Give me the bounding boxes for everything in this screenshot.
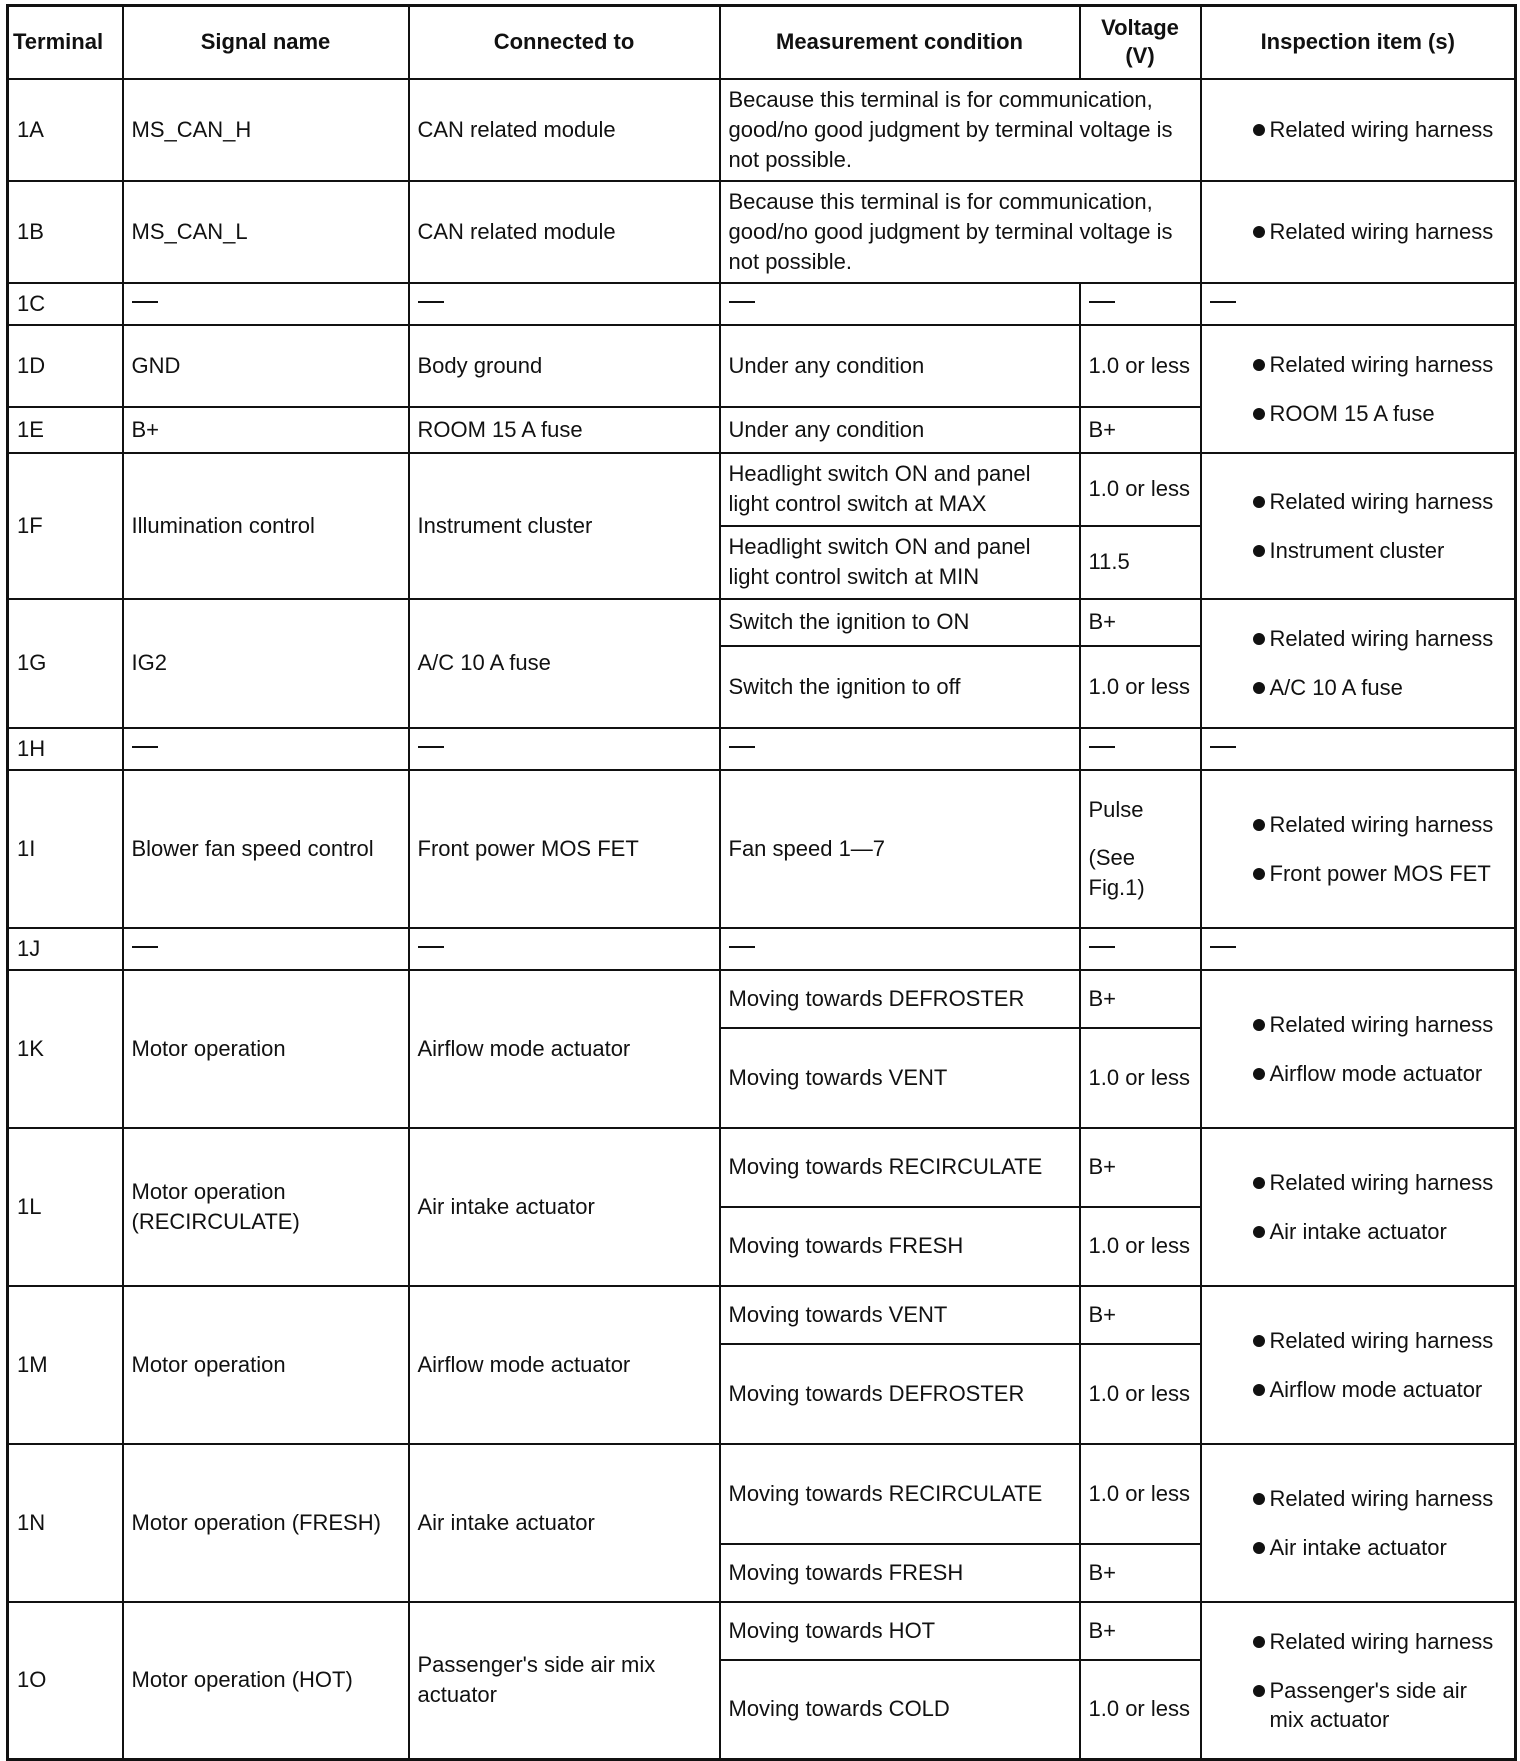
- empty-dash: [1089, 301, 1115, 303]
- terminal-cell: 1I: [8, 770, 123, 928]
- signal-cell: Motor operation (FRESH): [123, 1444, 409, 1602]
- condition-cell: Moving towards VENT: [720, 1286, 1080, 1344]
- condition-cell: Fan speed 1—7: [720, 770, 1080, 928]
- table-row: [8, 599, 1516, 646]
- header-row: [8, 6, 1516, 79]
- condition-cell: Switch the ignition to ON: [720, 599, 1080, 646]
- dash-cell: [1201, 283, 1516, 325]
- connected-cell: Air intake actuator: [409, 1444, 720, 1602]
- terminal-voltage-table: [6, 4, 1517, 1761]
- inspection-item: Related wiring harness: [1210, 624, 1507, 653]
- voltage-cell: B+: [1080, 1602, 1201, 1660]
- inspection-cell: [1201, 970, 1516, 1128]
- signal-cell: Motor operation: [123, 970, 409, 1128]
- dash-cell: [123, 928, 409, 970]
- signal-cell: Illumination control: [123, 453, 409, 599]
- inspection-item: Related wiring harness: [1210, 115, 1507, 144]
- connected-cell: Passenger's side air mix actuator: [409, 1602, 720, 1760]
- empty-dash: [729, 946, 755, 948]
- header-measurement-condition: Measurement condition: [720, 6, 1080, 79]
- dash-cell: [1080, 928, 1201, 970]
- condition-cell: Moving towards VENT: [720, 1028, 1080, 1128]
- dash-cell: [409, 283, 720, 325]
- inspection-item: A/C 10 A fuse: [1210, 673, 1507, 702]
- inspection-item: Related wiring harness: [1210, 810, 1507, 839]
- empty-dash: [1210, 946, 1236, 948]
- table-row: [8, 325, 1516, 407]
- dash-cell: [409, 728, 720, 770]
- voltage-cell: 1.0 or less: [1080, 453, 1201, 526]
- signal-cell: IG2: [123, 599, 409, 728]
- voltage-cell: B+: [1080, 599, 1201, 646]
- table-row: [8, 970, 1516, 1028]
- voltage-figure-ref: (See Fig.1): [1088, 844, 1145, 900]
- condition-cell: Headlight switch ON and panel light control switch at MIN: [720, 526, 1080, 599]
- condition-cell: Under any condition: [720, 325, 1080, 407]
- inspection-item: Instrument cluster: [1210, 536, 1507, 565]
- voltage-cell: 1.0 or less: [1080, 1660, 1201, 1760]
- condition-cell: Because this terminal is for communication, good/no good judgment by terminal voltage is not possible.: [720, 79, 1201, 181]
- connected-cell: A/C 10 A fuse: [409, 599, 720, 728]
- empty-dash: [418, 746, 444, 748]
- connected-cell: Instrument cluster: [409, 453, 720, 599]
- signal-cell: Blower fan speed control: [123, 770, 409, 928]
- signal-cell: Motor operation: [123, 1286, 409, 1444]
- inspection-cell: [1201, 599, 1516, 728]
- dash-cell: [123, 728, 409, 770]
- inspection-item: Related wiring harness: [1210, 217, 1507, 246]
- condition-cell: Moving towards DEFROSTER: [720, 1344, 1080, 1444]
- terminal-cell: 1N: [8, 1444, 123, 1602]
- header-terminal: Terminal: [8, 6, 123, 79]
- condition-cell: Switch the ignition to off: [720, 646, 1080, 728]
- header-voltage: Voltage (V): [1080, 6, 1201, 79]
- inspection-cell: [1201, 453, 1516, 599]
- connected-cell: Air intake actuator: [409, 1128, 720, 1286]
- empty-dash: [1210, 301, 1236, 303]
- table-row: [8, 728, 1516, 770]
- condition-cell: Moving towards RECIRCULATE: [720, 1444, 1080, 1544]
- dash-cell: [123, 283, 409, 325]
- empty-dash: [1089, 746, 1115, 748]
- voltage-cell: 1.0 or less: [1080, 325, 1201, 407]
- table-row: [8, 181, 1516, 283]
- terminal-table: [6, 4, 1517, 1761]
- inspection-item: Related wiring harness: [1210, 1168, 1507, 1197]
- terminal-cell: 1L: [8, 1128, 123, 1286]
- signal-cell: GND: [123, 325, 409, 407]
- inspection-item: Air intake actuator: [1210, 1533, 1507, 1562]
- inspection-item: Passenger's side air mix actuator: [1210, 1676, 1507, 1734]
- connected-cell: ROOM 15 A fuse: [409, 407, 720, 453]
- inspection-item: Related wiring harness: [1210, 1484, 1507, 1513]
- signal-cell: MS_CAN_H: [123, 79, 409, 181]
- signal-cell: B+: [123, 407, 409, 453]
- connected-cell: Airflow mode actuator: [409, 1286, 720, 1444]
- voltage-cell: 1.0 or less: [1080, 646, 1201, 728]
- voltage-cell: 1.0 or less: [1080, 1344, 1201, 1444]
- signal-cell: Motor operation (RECIRCULATE): [123, 1128, 409, 1286]
- terminal-cell: 1J: [8, 928, 123, 970]
- empty-dash: [132, 946, 158, 948]
- empty-dash: [1089, 946, 1115, 948]
- condition-cell: Moving towards HOT: [720, 1602, 1080, 1660]
- voltage-cell: 1.0 or less: [1080, 1444, 1201, 1544]
- condition-cell: Moving towards DEFROSTER: [720, 970, 1080, 1028]
- connected-cell: Body ground: [409, 325, 720, 407]
- voltage-cell: [1080, 770, 1201, 928]
- connected-cell: Airflow mode actuator: [409, 970, 720, 1128]
- empty-dash: [418, 301, 444, 303]
- table-row: [8, 283, 1516, 325]
- voltage-cell: 1.0 or less: [1080, 1028, 1201, 1128]
- signal-cell: MS_CAN_L: [123, 181, 409, 283]
- table-row: [8, 1602, 1516, 1660]
- inspection-cell: [1201, 1128, 1516, 1286]
- voltage-cell: 1.0 or less: [1080, 1207, 1201, 1286]
- inspection-item: ROOM 15 A fuse: [1210, 399, 1507, 428]
- dash-cell: [720, 728, 1080, 770]
- inspection-item: Related wiring harness: [1210, 1326, 1507, 1355]
- empty-dash: [418, 946, 444, 948]
- inspection-cell: [1201, 1602, 1516, 1760]
- dash-cell: [409, 928, 720, 970]
- terminal-cell: 1G: [8, 599, 123, 728]
- terminal-cell: 1D: [8, 325, 123, 407]
- table-row: [8, 770, 1516, 928]
- table-row: [8, 1128, 1516, 1207]
- table-row: [8, 79, 1516, 181]
- terminal-cell: 1A: [8, 79, 123, 181]
- connected-cell: CAN related module: [409, 79, 720, 181]
- header-connected-to: Connected to: [409, 6, 720, 79]
- terminal-cell: 1B: [8, 181, 123, 283]
- dash-cell: [1201, 728, 1516, 770]
- inspection-item: Airflow mode actuator: [1210, 1059, 1507, 1088]
- dash-cell: [1080, 283, 1201, 325]
- inspection-item: Airflow mode actuator: [1210, 1375, 1507, 1404]
- inspection-item: Front power MOS FET: [1210, 859, 1507, 888]
- empty-dash: [729, 301, 755, 303]
- terminal-cell: 1M: [8, 1286, 123, 1444]
- inspection-cell: [1201, 79, 1516, 181]
- voltage-cell: B+: [1080, 970, 1201, 1028]
- terminal-cell: 1F: [8, 453, 123, 599]
- condition-cell: Under any condition: [720, 407, 1080, 453]
- dash-cell: [720, 283, 1080, 325]
- voltage-cell: B+: [1080, 1286, 1201, 1344]
- inspection-cell: [1201, 770, 1516, 928]
- inspection-item: Related wiring harness: [1210, 487, 1507, 516]
- terminal-cell: 1K: [8, 970, 123, 1128]
- terminal-cell: 1E: [8, 407, 123, 453]
- terminal-cell: 1H: [8, 728, 123, 770]
- condition-cell: Moving towards FRESH: [720, 1544, 1080, 1602]
- table-row: [8, 453, 1516, 526]
- terminal-cell: 1O: [8, 1602, 123, 1760]
- condition-cell: Headlight switch ON and panel light control switch at MAX: [720, 453, 1080, 526]
- table-row: [8, 1286, 1516, 1344]
- condition-cell: Moving towards COLD: [720, 1660, 1080, 1760]
- condition-cell: Moving towards RECIRCULATE: [720, 1128, 1080, 1207]
- dash-cell: [1080, 728, 1201, 770]
- inspection-item: Related wiring harness: [1210, 350, 1507, 379]
- inspection-cell: [1201, 325, 1516, 453]
- inspection-item: Air intake actuator: [1210, 1217, 1507, 1246]
- voltage-cell: B+: [1080, 1128, 1201, 1207]
- inspection-item: Related wiring harness: [1210, 1010, 1507, 1039]
- inspection-cell: [1201, 1286, 1516, 1444]
- dash-cell: [720, 928, 1080, 970]
- connected-cell: Front power MOS FET: [409, 770, 720, 928]
- empty-dash: [729, 746, 755, 748]
- connected-cell: CAN related module: [409, 181, 720, 283]
- table-row: [8, 928, 1516, 970]
- voltage-cell: B+: [1080, 1544, 1201, 1602]
- header-signal-name: Signal name: [123, 6, 409, 79]
- empty-dash: [132, 746, 158, 748]
- inspection-item: Related wiring harness: [1210, 1627, 1507, 1656]
- header-inspection-items: Inspection item (s): [1201, 6, 1516, 79]
- dash-cell: [1201, 928, 1516, 970]
- voltage-pulse: Pulse: [1088, 796, 1144, 822]
- inspection-cell: [1201, 1444, 1516, 1602]
- voltage-cell: 11.5: [1080, 526, 1201, 599]
- table-row: [8, 1444, 1516, 1544]
- condition-cell: Moving towards FRESH: [720, 1207, 1080, 1286]
- voltage-cell: B+: [1080, 407, 1201, 453]
- empty-dash: [1210, 746, 1236, 748]
- empty-dash: [132, 301, 158, 303]
- terminal-cell: 1C: [8, 283, 123, 325]
- inspection-cell: [1201, 181, 1516, 283]
- condition-cell: Because this terminal is for communication, good/no good judgment by terminal voltage is not possible.: [720, 181, 1201, 283]
- signal-cell: Motor operation (HOT): [123, 1602, 409, 1760]
